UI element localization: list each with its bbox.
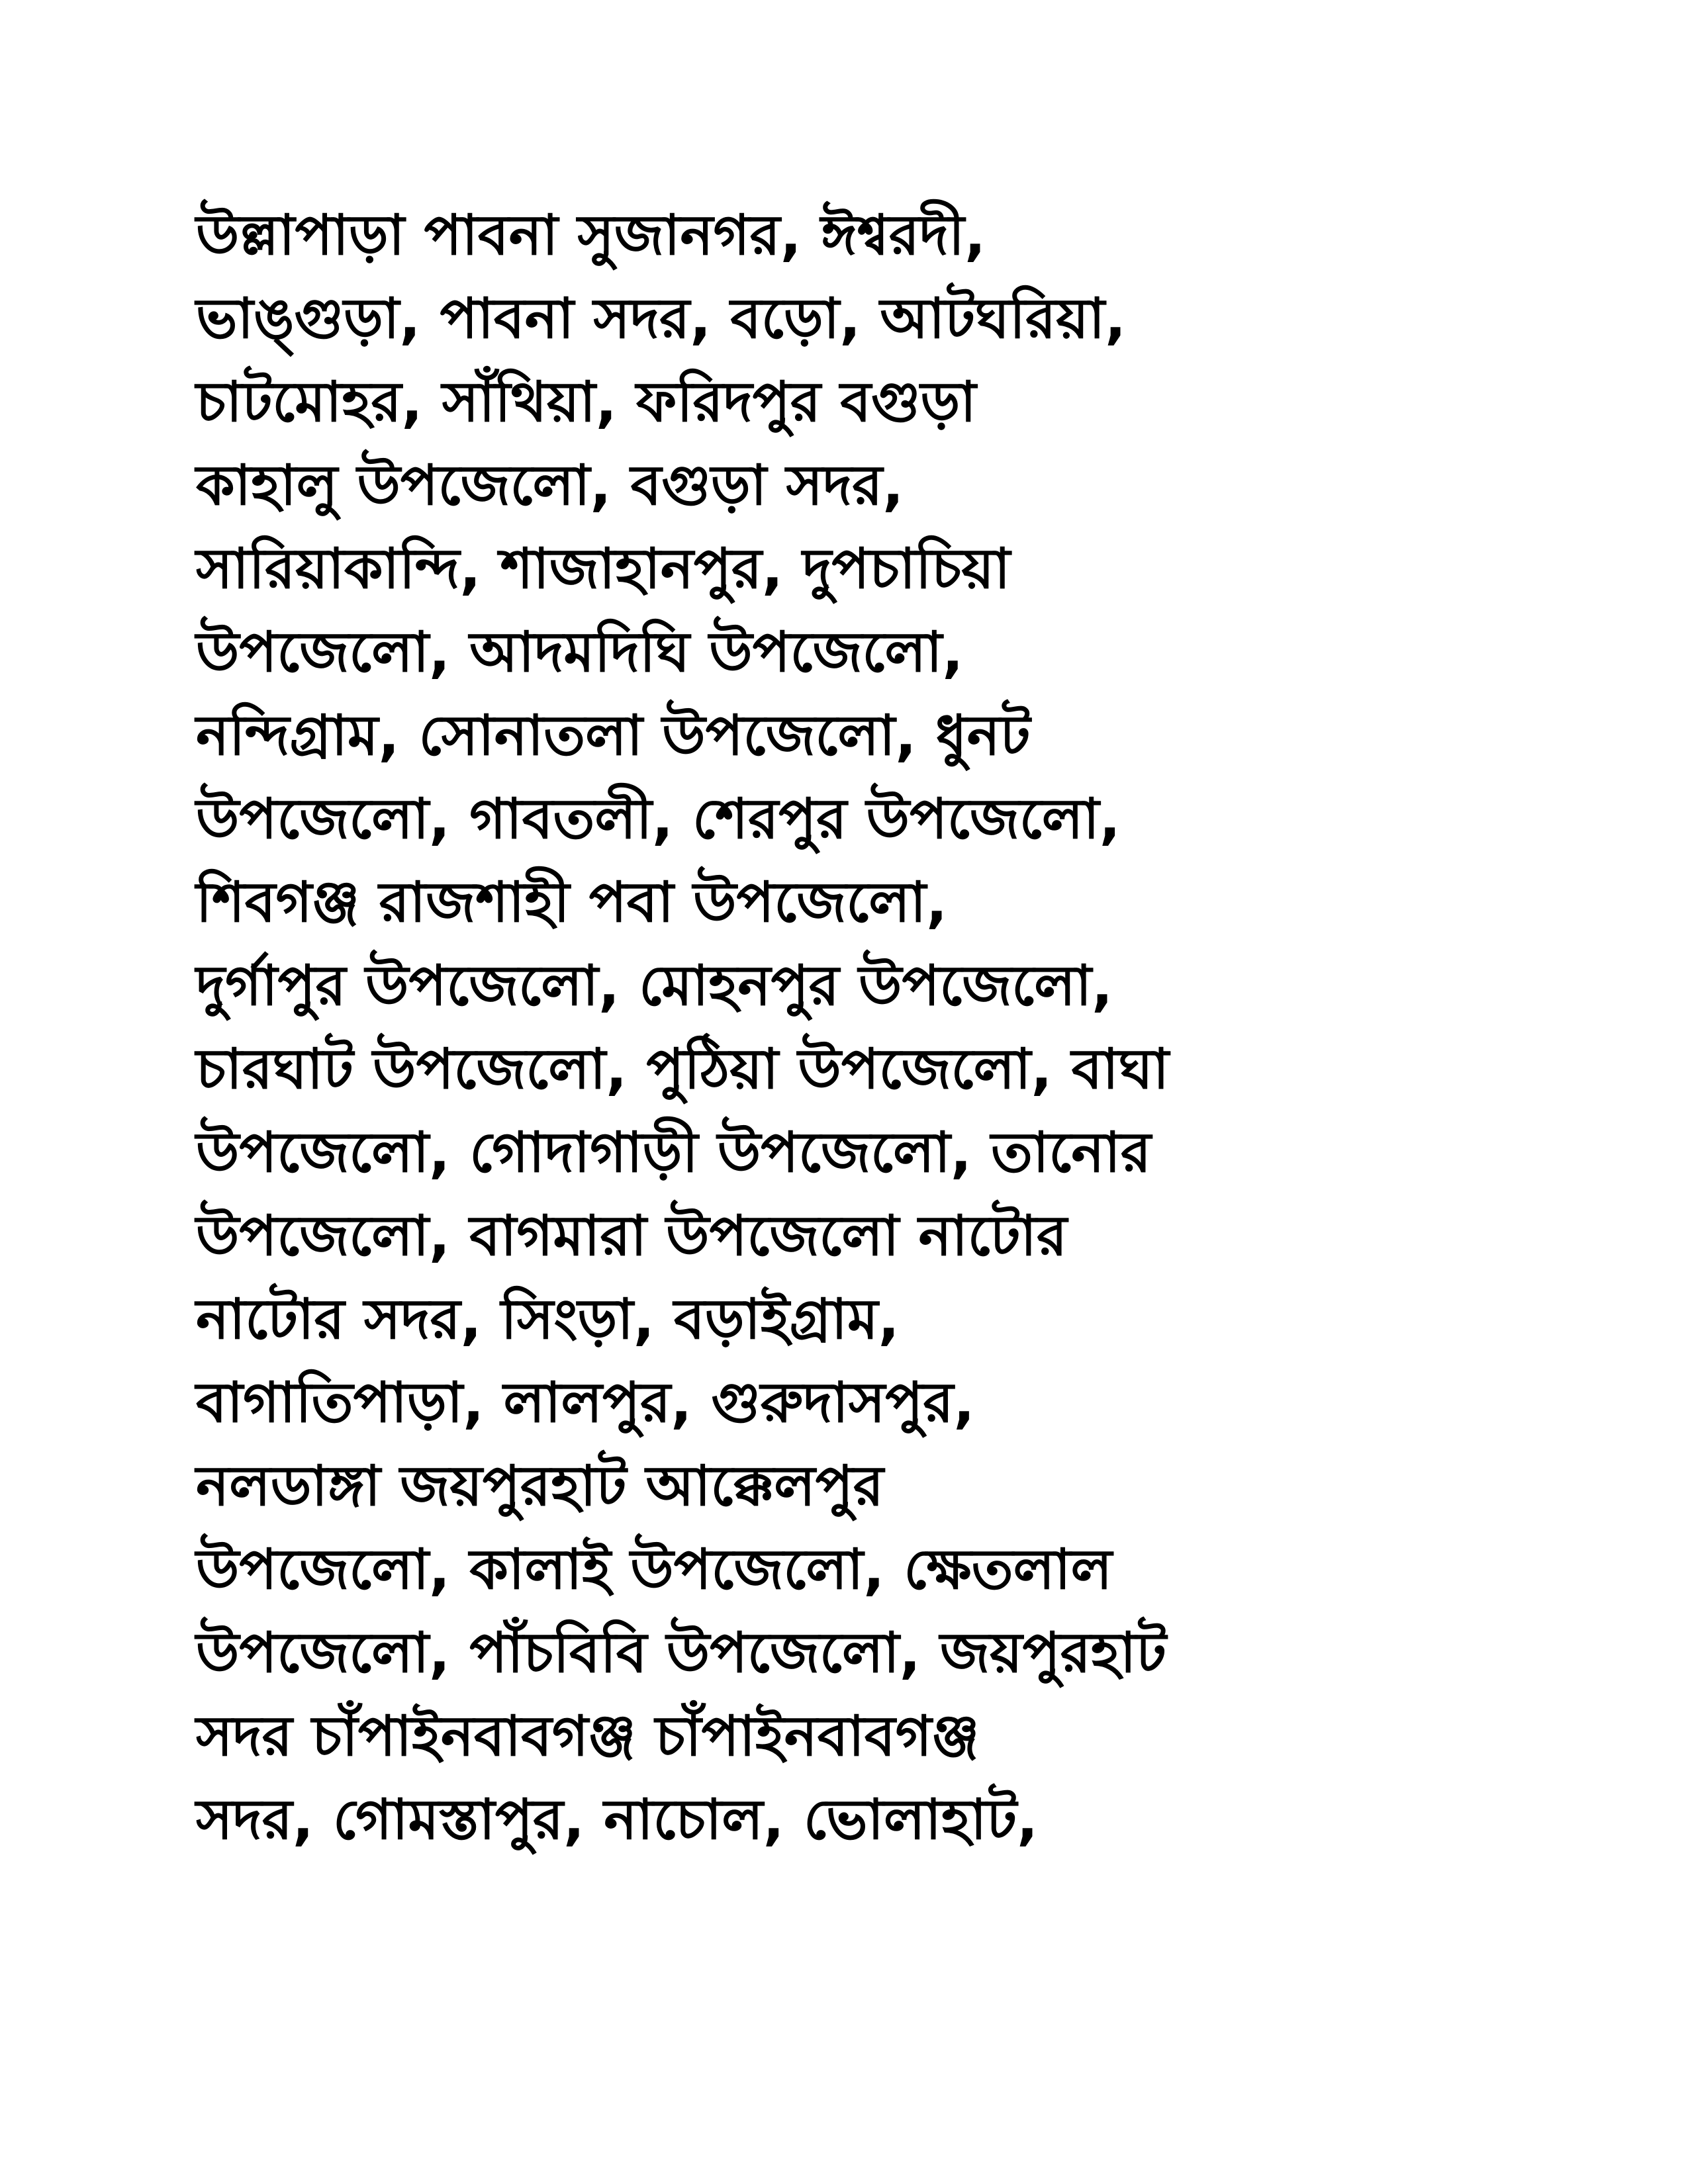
text-line: নলডাঙ্গা জয়পুরহাট আক্কেলপুর bbox=[196, 1453, 884, 1518]
text-line: চাটমোহর, সাঁথিয়া, ফরিদপুর বগুড়া bbox=[196, 369, 976, 434]
text-line: উপজেলো, কালাই উপজেলো, ক্ষেতলাল bbox=[196, 1537, 1113, 1602]
text-line: উপজেলো, আদমদিঘি উপজেলো, bbox=[196, 619, 964, 684]
text-line: উল্লাপাড়া পাবনা সুজানগর, ঈশ্বরদী, bbox=[196, 203, 986, 267]
text-line: সদর চাঁপাইনবাবগঞ্জ চাঁপাইনবাবগঞ্জ bbox=[196, 1704, 980, 1768]
text-line: উপজেলো, পাঁচবিবি উপজেলো, জয়পুরহাট bbox=[196, 1620, 1167, 1685]
text-line: নন্দিগ্রাম, সোনাতলা উপজেলো, ধুনট bbox=[196, 703, 1031, 768]
text-line: কাহালু উপজেলো, বগুড়া সদর, bbox=[196, 453, 904, 518]
text-line: সারিয়াকান্দি, শাজাহানপুর, দুপচাচিয়া bbox=[196, 536, 1011, 601]
text-line: উপজেলো, বাগমারা উপজেলো নাটোর bbox=[196, 1203, 1068, 1268]
text-line: দুর্গাপুর উপজেলো, মোহনপুর উপজেলো, bbox=[196, 953, 1113, 1018]
body-text bbox=[196, 193, 1520, 1861]
text-line: ভাঙ্গুড়া, পাবনা সদর, বড়ো, আটঘরিয়া, bbox=[196, 286, 1126, 351]
text-line: উপজেলো, গাবতলী, শেরপুর উপজেলো, bbox=[196, 786, 1121, 851]
text-line: নাটোর সদর, সিংড়া, বড়াইগ্রাম, bbox=[196, 1287, 900, 1351]
text-line: সদর, গোমস্তাপুর, নাচোল, ভোলাহাট, bbox=[196, 1787, 1039, 1852]
text-line: চারঘাট উপজেলো, পুঠিয়া উপজেলো, বাঘা bbox=[196, 1036, 1169, 1101]
text-line: উপজেলো, গোদাগাড়ী উপজেলো, তানোর bbox=[196, 1120, 1151, 1185]
text-line: বাগাতিপাড়া, লালপুর, গুরুদাসপুর, bbox=[196, 1370, 975, 1435]
text-line: শিবগঞ্জ রাজশাহী পবা উপজেলো, bbox=[196, 870, 948, 934]
